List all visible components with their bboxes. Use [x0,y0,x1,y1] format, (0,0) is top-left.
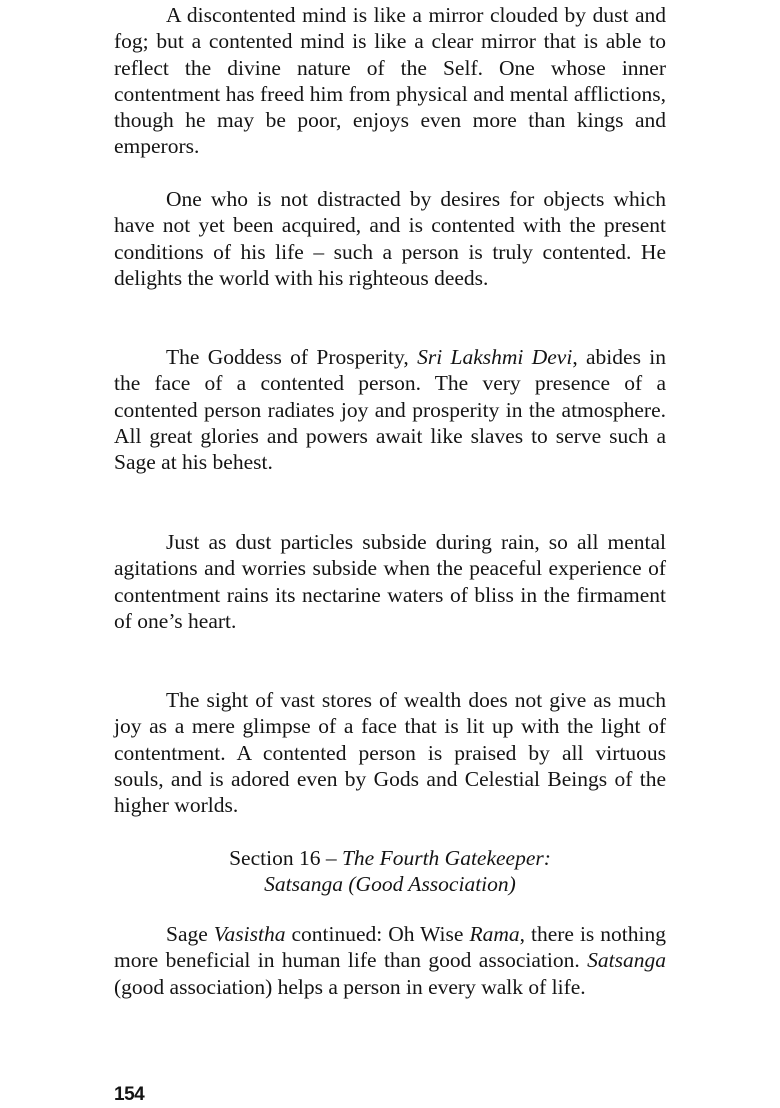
italic-name-vasistha: Vasistha [213,922,286,946]
section-number: Section 16 – [229,846,342,870]
section-heading-line-1 [114,845,666,871]
section-title-part-2: Satsanga (Good Association) [264,872,516,897]
paragraph-dust-particles: Just as dust particles subside during rain, so all mental agitations and worries subside when the peaceful experience of contentment rains its nectarine waters of bliss in the firmament of one’s heart. [114,530,666,633]
paragraph-text: , there is nothing more beneficial in human life than good association. [114,922,666,973]
paragraph-text: The Goddess of Prosperity, [166,345,418,369]
paragraph-sight-of-wealth: The sight of vast stores of wealth does not give as much joy as a mere glimpse of a face that is lit up with the light of contentment. A contented person is praised by all virtuous souls, and is adored even by Gods and Celestial Beings of the higher worlds. [114,688,666,818]
paragraph-discontented-mind: A discontented mind is like a mirror clouded by dust and fog; but a contented mind is like a clear mirror that is able to reflect the divine nature of the Self. One whose inner contentment has freed him from physical and mental afflictions, though he may be poor, enjoys even more than kings and emperors. [114,3,666,159]
paragraph-text: , abides in the face of a contented person. The very presence of a contented person radiates joy and prosperity in the atmosphere. All great glories and powers await like slaves to serve such a Sage at his behest. [114,345,667,475]
section-heading [114,845,666,898]
paragraph-not-distracted: One who is not distracted by desires for objects which have not yet been acquired, and is contented with the present conditions of his life – such a person is truly contented. He delights the world with his righteous deeds. [114,187,666,290]
section-heading-line-2 [114,871,666,897]
page-number: 154 [114,1084,145,1105]
italic-name-lakshmi: Sri Lakshmi Devi [417,345,573,369]
paragraph-sage-vasistha [114,921,666,1000]
italic-name-rama: Rama [469,922,520,946]
paragraph-text: Sage [166,922,214,946]
paragraph-text: (good association) helps a person in every walk of life. [114,974,586,999]
italic-term-satsanga: Satsanga [587,948,666,973]
section-title-part-1: The Fourth Gatekeeper: [341,846,551,870]
paragraph-text: continued: Oh Wise [285,922,470,946]
paragraph-goddess-of-prosperity [114,344,666,475]
